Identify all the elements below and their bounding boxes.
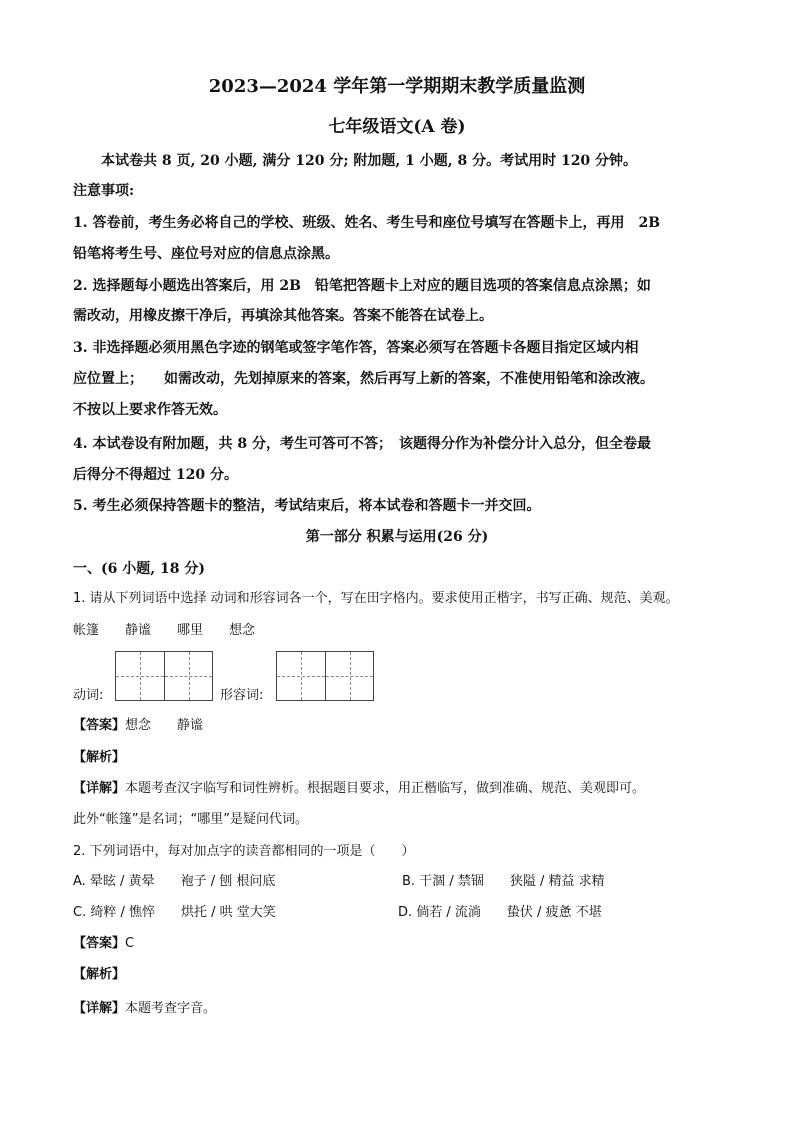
answer-text: C [125,936,135,951]
grid-cell[interactable] [164,652,212,700]
exam-title: 2023—2024 学年第一学期期末教学质量监测 [208,76,586,97]
answer-tag: 【答案】 [73,718,126,733]
option-a[interactable]: A. 晕眩 / 黄晕 袍子 / 刨 根问底 [73,874,276,889]
notice-line: 4. 本试卷设有附加题，共 8 分，考生可答可不答； 该题得分作为补偿分计入总分，但全卷最 [73,436,651,452]
notice-line: 应位置上； 如需改动，先划掉原来的答案，然后再写上新的答案，不准使用铅笔和涂改液。 [73,371,654,387]
notice-line: 1. 答卷前，考生务必将自己的学校、班级、姓名、考生号和座位号填写在答题卡上，再用 2B [73,215,661,231]
notice-line: 3. 非选择题必须用黑色字迹的钢笔或签字笔作答，答案必须写在答题卡各题目指定区域内相 [73,340,639,356]
option-b[interactable]: B. 干涸 / 禁锢 狭隘 / 精益 求精 [402,874,605,889]
option-d[interactable]: D. 倘若 / 流淌 蛰伏 / 疲惫 不堪 [398,905,602,920]
option-c[interactable]: C. 绮粹 / 憔悴 烘托 / 哄 堂大笑 [73,905,276,920]
answer-tag: 【答案】 [73,936,126,951]
question-1-stem: 1. 请从下列词语中选择 动词和形容词各一个，写在田字格内。要求使用正楷字，书写正确、规范、美观。 [73,591,679,606]
exam-subtitle: 七年级语文(A 卷) [328,117,466,137]
notice-line: 不按以上要求作答无效。 [73,402,227,418]
question-1-extra: 此外“帐篷”是名词；“哪里”是疑问代词。 [73,812,308,827]
question-2-stem: 2. 下列词语中，每对加点字的读音都相同的一项是（ ） [73,844,415,859]
question-2-answer [73,934,134,954]
answer-text: 想念 静谧 [125,718,204,733]
adjective-writing-grid[interactable] [276,651,374,701]
grid-cell[interactable] [277,652,325,700]
adjective-label: 形容词: [220,688,264,703]
section-heading: 一、(6 小题, 18 分) [73,561,205,577]
grid-cell[interactable] [325,652,373,700]
verb-label: 动词: [73,688,104,703]
analysis-tag: 【解析】 [73,750,126,765]
question-1-detail [73,779,645,799]
notice-line: 2. 选择题每小题选出答案后，用 2B 铅笔把答题卡上对应的题目选项的答案信息点涂黑；如 [73,278,651,294]
notice-line: 后得分不得超过 120 分。 [73,467,238,483]
verb-writing-grid[interactable] [115,651,213,701]
detail-tag: 【详解】 [73,1001,126,1016]
notice-line: 需改动，用橡皮擦干净后，再填涂其他答案。答案不能答在试卷上。 [73,308,493,324]
notice-line: 铅笔将考生号、座位号对应的信息点涂黑。 [73,246,339,262]
question-1-answer [73,716,203,736]
detail-text: 本题考查汉字临写和词性辨析。根据题目要求，用正楷临写，做到准确、规范、美观即可。 [125,781,646,796]
detail-text: 本题考查字音。 [125,1001,217,1016]
part-heading: 第一部分 积累与运用(26 分) [305,529,489,545]
analysis-tag: 【解析】 [73,967,126,982]
exam-intro: 本试卷共 8 页, 20 小题, 满分 120 分; 附加题, 1 小题, 8 分。考试用时 120 分钟。 [101,153,638,169]
grid-cell[interactable] [116,652,164,700]
question-2-detail [73,999,216,1019]
notice-line: 5. 考生必须保持答题卡的整洁，考试结束后，将本试卷和答题卡一并交回。 [73,498,541,514]
notice-heading: 注意事项: [73,183,135,199]
detail-tag: 【详解】 [73,781,126,796]
question-1-words: 帐篷 静谧 哪里 想念 [73,623,256,638]
